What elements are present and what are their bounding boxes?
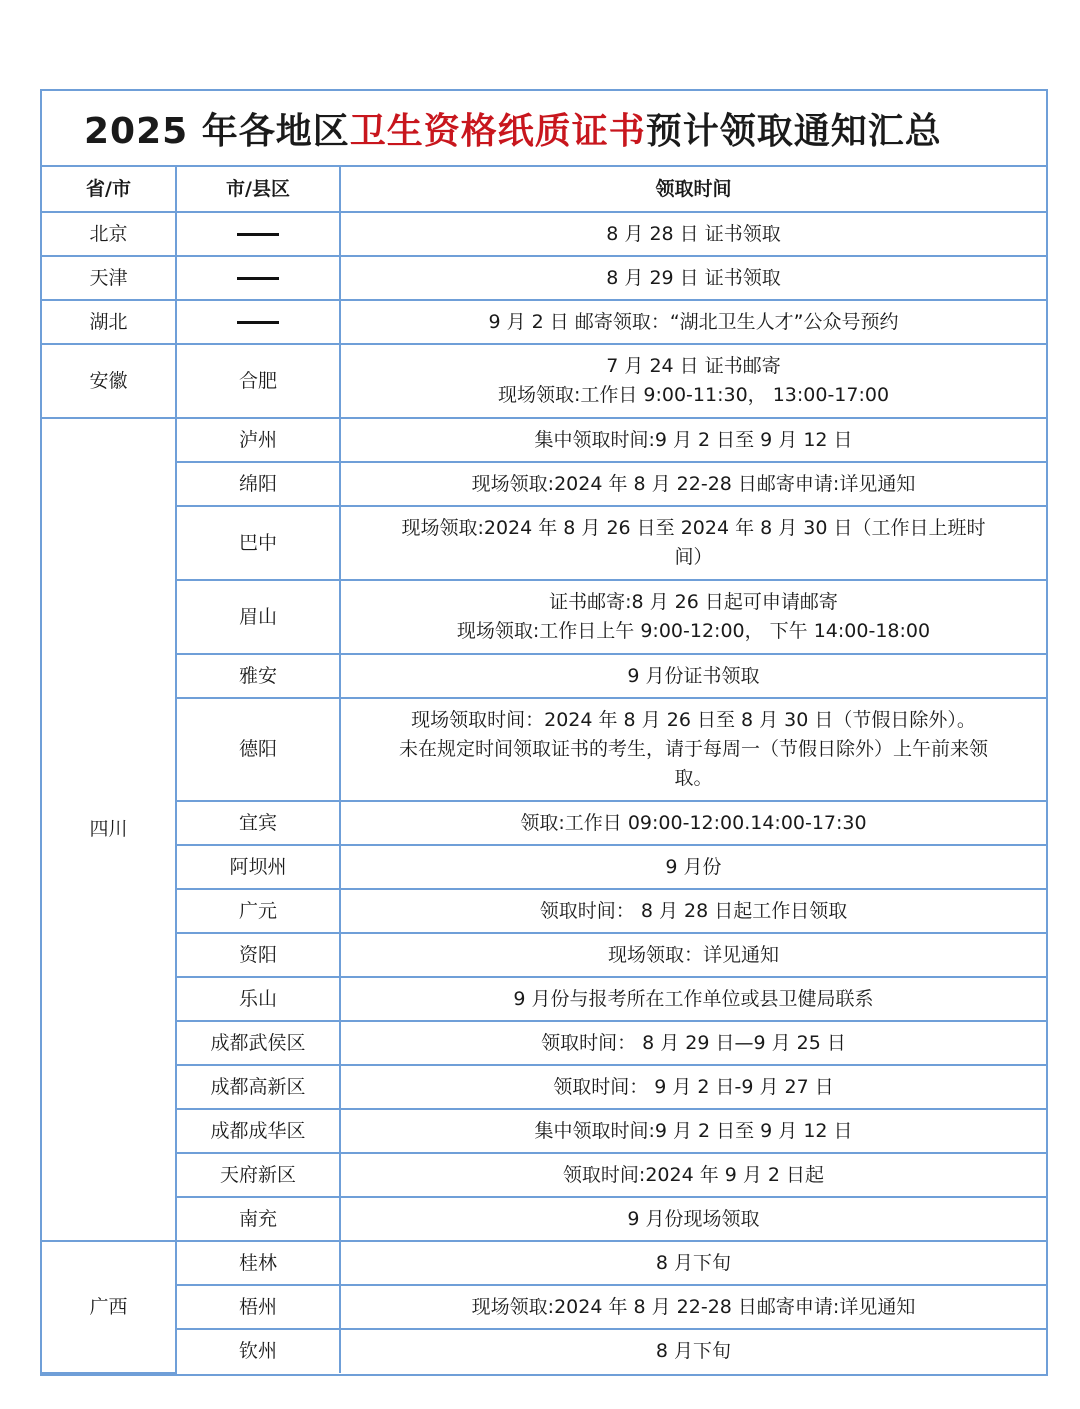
time-cell: [340, 654, 1046, 698]
city-cell: 桂林: [176, 1241, 340, 1285]
time-line: 9 月份与报考所在工作单位或县卫健局联系: [513, 987, 874, 1010]
time-line: 8 月 28 日 证书领取: [606, 222, 781, 245]
table-row: [42, 1329, 1046, 1373]
time-line: 领取时间： 8 月 29 日—9 月 25 日: [541, 1031, 846, 1054]
table-row: [42, 212, 1046, 256]
table-row: [42, 256, 1046, 300]
empty-dash: [237, 233, 279, 236]
time-line: 领取时间： 9 月 2 日-9 月 27 日: [553, 1075, 834, 1098]
table-row: [42, 845, 1046, 889]
time-line: 领取时间:2024 年 9 月 2 日起: [562, 1163, 825, 1186]
time-cell: [340, 1329, 1046, 1373]
time-cell: [340, 256, 1046, 300]
title-prefix: 2025 年各地区: [84, 110, 350, 152]
time-cell: [340, 344, 1046, 418]
table-row: [42, 1109, 1046, 1153]
time-cell: [340, 977, 1046, 1021]
table-row: [42, 1197, 1046, 1241]
city-cell: 天府新区: [176, 1153, 340, 1197]
province-cell: 安徽: [42, 344, 176, 418]
table-row: [42, 418, 1046, 462]
title-suffix: 预计领取通知汇总: [645, 110, 942, 152]
city-cell: 成都成华区: [176, 1109, 340, 1153]
time-cell: [340, 506, 1046, 580]
time-line: 取。: [674, 767, 713, 789]
table-row: [42, 580, 1046, 654]
city-cell: 梧州: [176, 1285, 340, 1329]
city-cell: 眉山: [176, 580, 340, 654]
table-row: [42, 801, 1046, 845]
time-line: 8 月下旬: [655, 1340, 732, 1362]
city-cell: [176, 212, 340, 256]
header-city: 市/县区: [176, 167, 340, 212]
time-cell: [340, 1241, 1046, 1285]
time-line: 8 月 29 日 证书领取: [606, 266, 781, 289]
table-row: [42, 1065, 1046, 1109]
city-cell: [176, 256, 340, 300]
time-cell: [340, 1197, 1046, 1241]
time-line: 现场领取:2024 年 8 月 22-28 日邮寄申请:详见通知: [471, 1295, 916, 1318]
title-highlight: 卫生资格纸质证书: [349, 110, 646, 152]
empty-dash: [237, 277, 279, 280]
schedule-table: [42, 167, 1046, 1374]
time-line: 现场领取：详见通知: [607, 943, 779, 966]
table-row: [42, 698, 1046, 801]
time-line: 现场领取:2024 年 8 月 26 日至 2024 年 8 月 30 日（工作日上班时: [401, 517, 986, 539]
city-cell: 泸州: [176, 418, 340, 462]
time-line: 领取时间： 8 月 28 日起工作日领取: [539, 899, 848, 922]
time-line: 9 月份: [665, 855, 722, 878]
table-row: [42, 889, 1046, 933]
time-cell: [340, 845, 1046, 889]
city-cell: 合肥: [176, 344, 340, 418]
city-cell: 广元: [176, 889, 340, 933]
header-province: 省/市: [42, 167, 176, 212]
table-header-row: [42, 167, 1046, 212]
table-row: [42, 300, 1046, 344]
table-row: [42, 933, 1046, 977]
time-cell: [340, 462, 1046, 506]
province-cell: 湖北: [42, 300, 176, 344]
city-cell: 德阳: [176, 698, 340, 801]
table-body: [42, 212, 1046, 1373]
time-cell: [340, 1065, 1046, 1109]
city-cell: 资阳: [176, 933, 340, 977]
time-cell: [340, 580, 1046, 654]
table-row: [42, 1021, 1046, 1065]
province-cell: 天津: [42, 256, 176, 300]
time-line: 现场领取时间：2024 年 8 月 26 日至 8 月 30 日（节假日除外）。: [411, 709, 976, 731]
time-line: 8 月下旬: [655, 1251, 732, 1274]
table-row: [42, 1285, 1046, 1329]
city-cell: 南充: [176, 1197, 340, 1241]
table-row: [42, 654, 1046, 698]
time-cell: [340, 1109, 1046, 1153]
province-cell: 四川: [42, 418, 176, 1241]
notice-sheet: [40, 89, 1048, 1376]
city-cell: [176, 300, 340, 344]
time-cell: [340, 1021, 1046, 1065]
province-cell: 北京: [42, 212, 176, 256]
city-cell: 巴中: [176, 506, 340, 580]
time-line: 7 月 24 日 证书邮寄: [606, 355, 781, 377]
time-line: 9 月份证书领取: [627, 664, 760, 687]
table-row: [42, 1153, 1046, 1197]
time-line: 未在规定时间领取证书的考生，请于每周一（节假日除外）上午前来领: [398, 738, 988, 760]
time-cell: [340, 889, 1046, 933]
city-cell: 雅安: [176, 654, 340, 698]
time-line: 证书邮寄:8 月 26 日起可申请邮寄: [549, 591, 838, 613]
page-title: [42, 91, 1046, 167]
time-cell: [340, 418, 1046, 462]
city-cell: 阿坝州: [176, 845, 340, 889]
time-line: 间）: [674, 546, 713, 568]
time-cell: [340, 1153, 1046, 1197]
province-cell: 广西: [42, 1241, 176, 1373]
time-line: 9 月 2 日 邮寄领取：“湖北卫生人才”公众号预约: [488, 310, 899, 333]
table-row: [42, 977, 1046, 1021]
time-line: 集中领取时间:9 月 2 日至 9 月 12 日: [534, 428, 853, 451]
time-line: 集中领取时间:9 月 2 日至 9 月 12 日: [534, 1119, 853, 1142]
time-line: 现场领取:工作日上午 9:00-12:00， 下午 14:00-18:00: [456, 620, 931, 642]
time-line: 领取:工作日 09:00-12:00.14:00-17:30: [520, 811, 867, 834]
time-cell: [340, 801, 1046, 845]
city-cell: 绵阳: [176, 462, 340, 506]
city-cell: 宜宾: [176, 801, 340, 845]
time-cell: [340, 212, 1046, 256]
table-row: [42, 1241, 1046, 1285]
header-time: 领取时间: [340, 167, 1046, 212]
table-row: [42, 506, 1046, 580]
city-cell: 乐山: [176, 977, 340, 1021]
table-row: [42, 462, 1046, 506]
city-cell: 成都高新区: [176, 1065, 340, 1109]
time-cell: [340, 300, 1046, 344]
time-line: 现场领取:工作日 9:00-11:30， 13:00-17:00: [497, 384, 890, 406]
city-cell: 钦州: [176, 1329, 340, 1373]
city-cell: 成都武侯区: [176, 1021, 340, 1065]
table-row: [42, 344, 1046, 418]
time-line: 现场领取:2024 年 8 月 22-28 日邮寄申请:详见通知: [471, 472, 916, 495]
time-cell: [340, 933, 1046, 977]
time-cell: [340, 1285, 1046, 1329]
time-line: 9 月份现场领取: [627, 1207, 760, 1230]
empty-dash: [237, 321, 279, 324]
time-cell: [340, 698, 1046, 801]
